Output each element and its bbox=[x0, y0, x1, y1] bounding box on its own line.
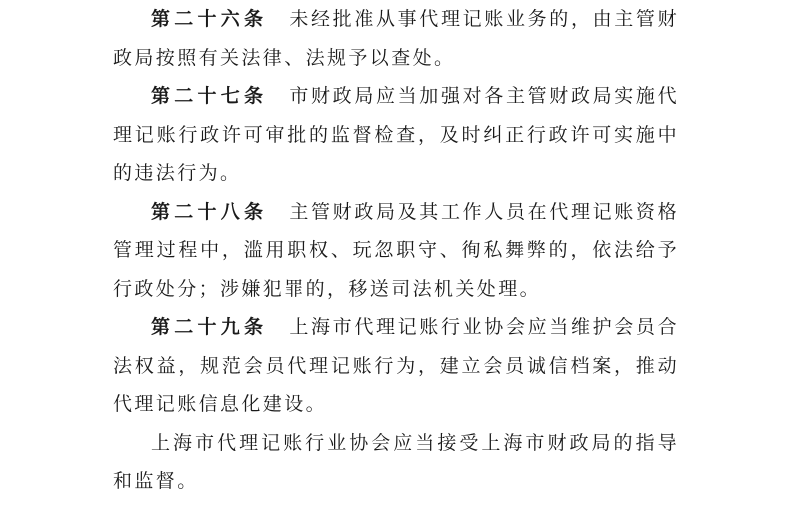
article-text: 市财政局应当加强对各主管财政局实施代理记账行政许可审批的监督检查，及时纠正行政许可实施中的违法行为。 bbox=[113, 85, 679, 184]
article-29-paragraph-2 bbox=[113, 424, 679, 501]
article-title: 第二十六条 bbox=[151, 8, 268, 30]
article-text: 未经批准从事代理记账业务的，由主管财政局按照有关法律、法规予以查处。 bbox=[113, 8, 679, 69]
article-text: 主管财政局及其工作人员在代理记账资格管理过程中，滥用职权、玩忽职守、徇私舞弊的，依法给予行政处分；涉嫌犯罪的，移送司法机关处理。 bbox=[113, 200, 679, 300]
article-27 bbox=[113, 77, 679, 193]
document-body bbox=[113, 0, 679, 501]
article-title: 第二十九条 bbox=[151, 316, 268, 338]
article-text: 上海市代理记账行业协会应当接受上海市财政局的指导和监督。 bbox=[113, 431, 679, 492]
article-title: 第二十七条 bbox=[151, 85, 268, 107]
article-26 bbox=[113, 0, 679, 77]
article-29 bbox=[113, 308, 679, 424]
article-title: 第二十八条 bbox=[151, 200, 268, 223]
article-28 bbox=[113, 193, 679, 309]
article-text: 上海市代理记账行业协会应当维护会员合法权益，规范会员代理记账行为，建立会员诚信档案，推动代理记账信息化建设。 bbox=[113, 316, 679, 415]
